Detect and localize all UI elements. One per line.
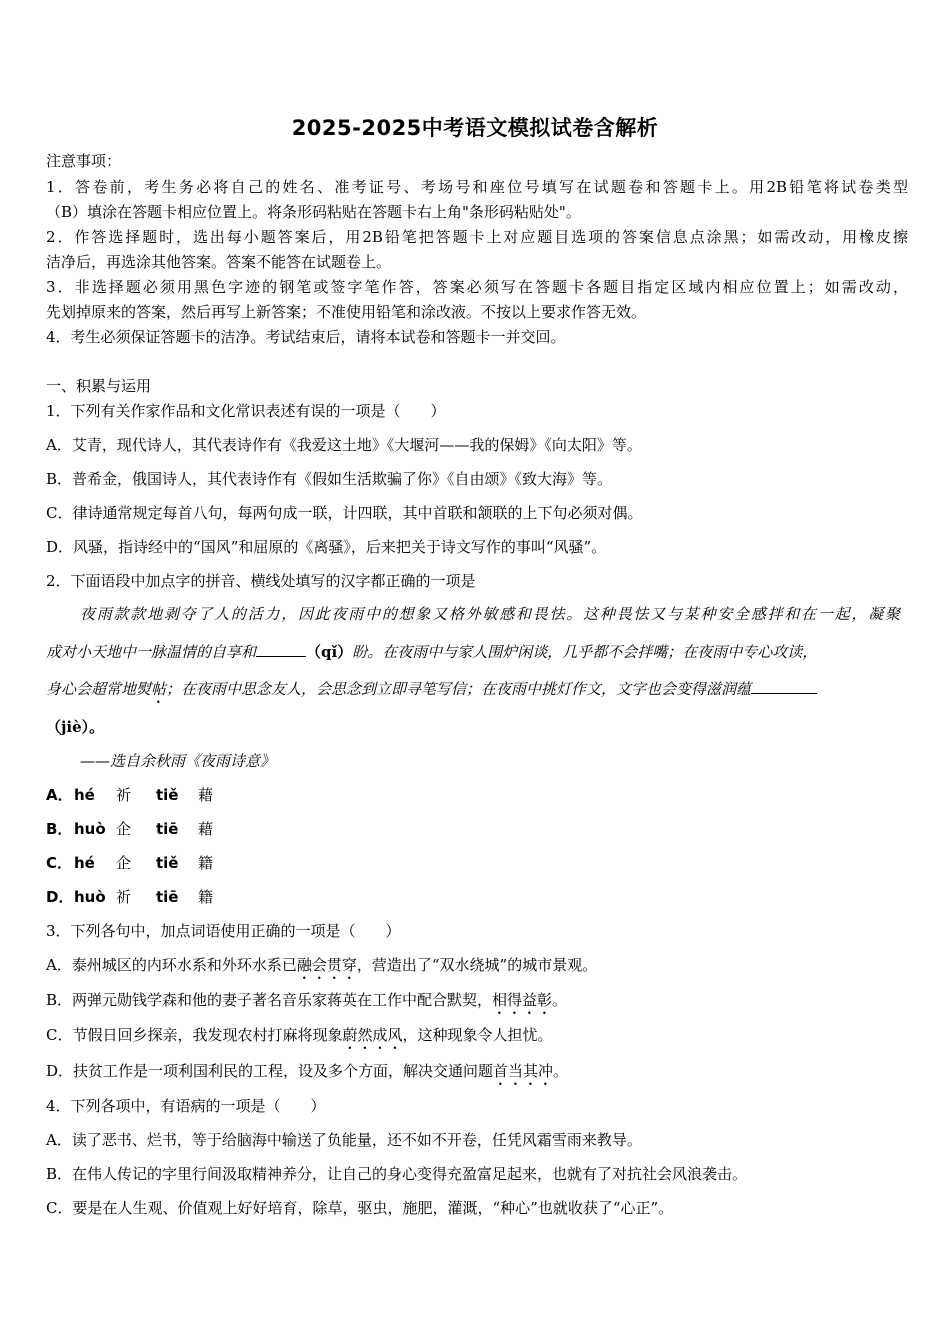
q2-pinyin-qi: （qǐ） (306, 643, 353, 661)
q3-option-a: A．泰州城区的内环水系和外环水系已融会贯穿，营造出了“双水绕城”的城市景观。 (46, 956, 598, 974)
q3-option-b: B．两弹元勋钱学森和他的妻子著名音乐家蒋英在工作中配合默契，相得益彰。 (46, 991, 568, 1009)
q4-option-c: C．要是在人生观、价值观上好好培育，除草，驱虫，施肥，灌溉，“种心”也就收获了“心正”。 (46, 1199, 674, 1217)
q2-blank-2 (751, 679, 817, 694)
notice-item-4: 4．考生必须保证答题卡的洁净。考试结束后，请将本试卷和答题卡一并交回。 (46, 328, 566, 346)
q3-option-d: D．扶贫工作是一项利国利民的工程，设及多个方面，解决交通问题首当其冲。 (46, 1062, 569, 1080)
q2-option-a: A．hé 祈 tiě 藉 (46, 786, 214, 804)
q2-passage-2b: 盼。在夜雨中与家人围炉闲谈，几乎都不会拌嘴；在夜雨中专心攻读， (352, 643, 818, 661)
q2-passage-3b: ；在夜雨中思念友人，会思念到立即寻笔写信；在夜雨中挑灯作文，文字也会变得滋润蕴 (166, 680, 752, 698)
q1-stem: 1．下列有关作家作品和文化常识表述有误的一项是（ ） (46, 402, 446, 420)
q2-passage-3a: 身心会超常地熨 (46, 680, 152, 698)
notice-item-3-line-2: 先划掉原来的答案，然后再写上新答案；不准使用铅笔和涂改液。不按以上要求作答无效。 (46, 303, 647, 321)
q3-dotted-phrase-a: 融会贯穿 (296, 956, 357, 974)
notice-item-2-line-1: 2．作答选择题时，选出每小题答案后，用2B铅笔把答题卡上对应题目选项的答案信息点涂黑；如需改动，用橡皮擦 (46, 228, 908, 246)
q2-passage-line-4: （jiè）。 (46, 718, 105, 736)
q1-option-c: C．律诗通常规定每首八句，每两句成一联，计四联，其中首联和颔联的上下句必须对偶。 (46, 504, 643, 522)
q3-stem: 3．下列各句中，加点词语使用正确的一项是（ ） (46, 922, 401, 940)
section-heading: 一、积累与运用 (46, 377, 152, 395)
q1-option-b: B．普希金，俄国诗人，其代表诗作有《假如生活欺骗了你》《自由颂》《致大海》等。 (46, 470, 613, 488)
notice-item-1-line-2: （B）填涂在答题卡相应位置上。将条形码粘贴在答题卡右上角"条形码粘贴处"。 (46, 203, 581, 221)
q2-stem: 2．下面语段中加点字的拼音、横线处填写的汉字都正确的一项是 (46, 572, 476, 590)
q4-stem: 4．下列各项中，有语病的一项是（ ） (46, 1097, 326, 1115)
q4-option-b: B．在伟人传记的字里行间汲取精神养分，让自己的身心变得充盈富足起来，也就有了对抗社会风浪袭击。 (46, 1165, 748, 1183)
notice-heading: 注意事项： (46, 152, 122, 170)
q2-source: ——选自余秋雨《夜雨诗意》 (80, 752, 276, 770)
q2-passage-2a: 成对小天地中一脉温情的自享和 (46, 643, 257, 661)
q2-passage-line-3 (46, 679, 900, 707)
notice-item-3-line-1: 3．非选择题必须用黑色字迹的钢笔或签字笔作答，答案必须写在答题卡各题目指定区域内相应位置上；如需改动， (46, 278, 908, 296)
page-title: 2025-2025中考语文模拟试卷含解析 (291, 116, 659, 140)
q2-passage-line-1: 夜雨款款地剥夺了人的活力，因此夜雨中的想象又格外敏感和畏怯。这种畏怯又与某种安全感拌和在一起，凝聚 (80, 605, 900, 623)
notice-item-1-line-1: 1．答卷前，考生务必将自己的姓名、准考证号、考场号和座位号填写在试题卷和答题卡上。用2B铅笔将试卷类型 (46, 178, 908, 196)
q1-option-a: A．艾青，现代诗人，其代表诗作有《我爱这土地》《大堰河——我的保姆》《向太阳》等。 (46, 436, 642, 454)
q3-dotted-phrase-c: 蔚然成风 (342, 1026, 403, 1044)
notice-item-2-line-2: 洁净后，再选涂其他答案。答案不能答在试题卷上。 (46, 253, 392, 271)
q2-option-d: D．huò 祈 tiē 籍 (46, 888, 214, 906)
q3-dotted-phrase-b: 相得益彰 (492, 991, 553, 1009)
q2-blank-1 (256, 642, 306, 657)
q2-option-c: C． hé 企 tiě 籍 (46, 854, 214, 872)
q3-option-c: C．节假日回乡探亲，我发现农村打麻将现象蔚然成风，这种现象令人担忧。 (46, 1026, 553, 1044)
q3-dotted-phrase-d: 首当其冲 (493, 1062, 554, 1080)
q1-option-d: D．风骚，指诗经中的“国风”和屈原的《离骚》，后来把关于诗文写作的事叫“风骚”。 (46, 538, 607, 556)
q2-option-b: B． huò 企 tiē 藉 (46, 820, 214, 838)
q2-dotted-char: 帖 (151, 680, 167, 698)
q4-option-a: A．读了恶书、烂书，等于给脑海中输送了负能量，还不如不开卷，任凭风霜雪雨来教导。 (46, 1131, 642, 1149)
q2-passage-line-2 (46, 642, 900, 662)
